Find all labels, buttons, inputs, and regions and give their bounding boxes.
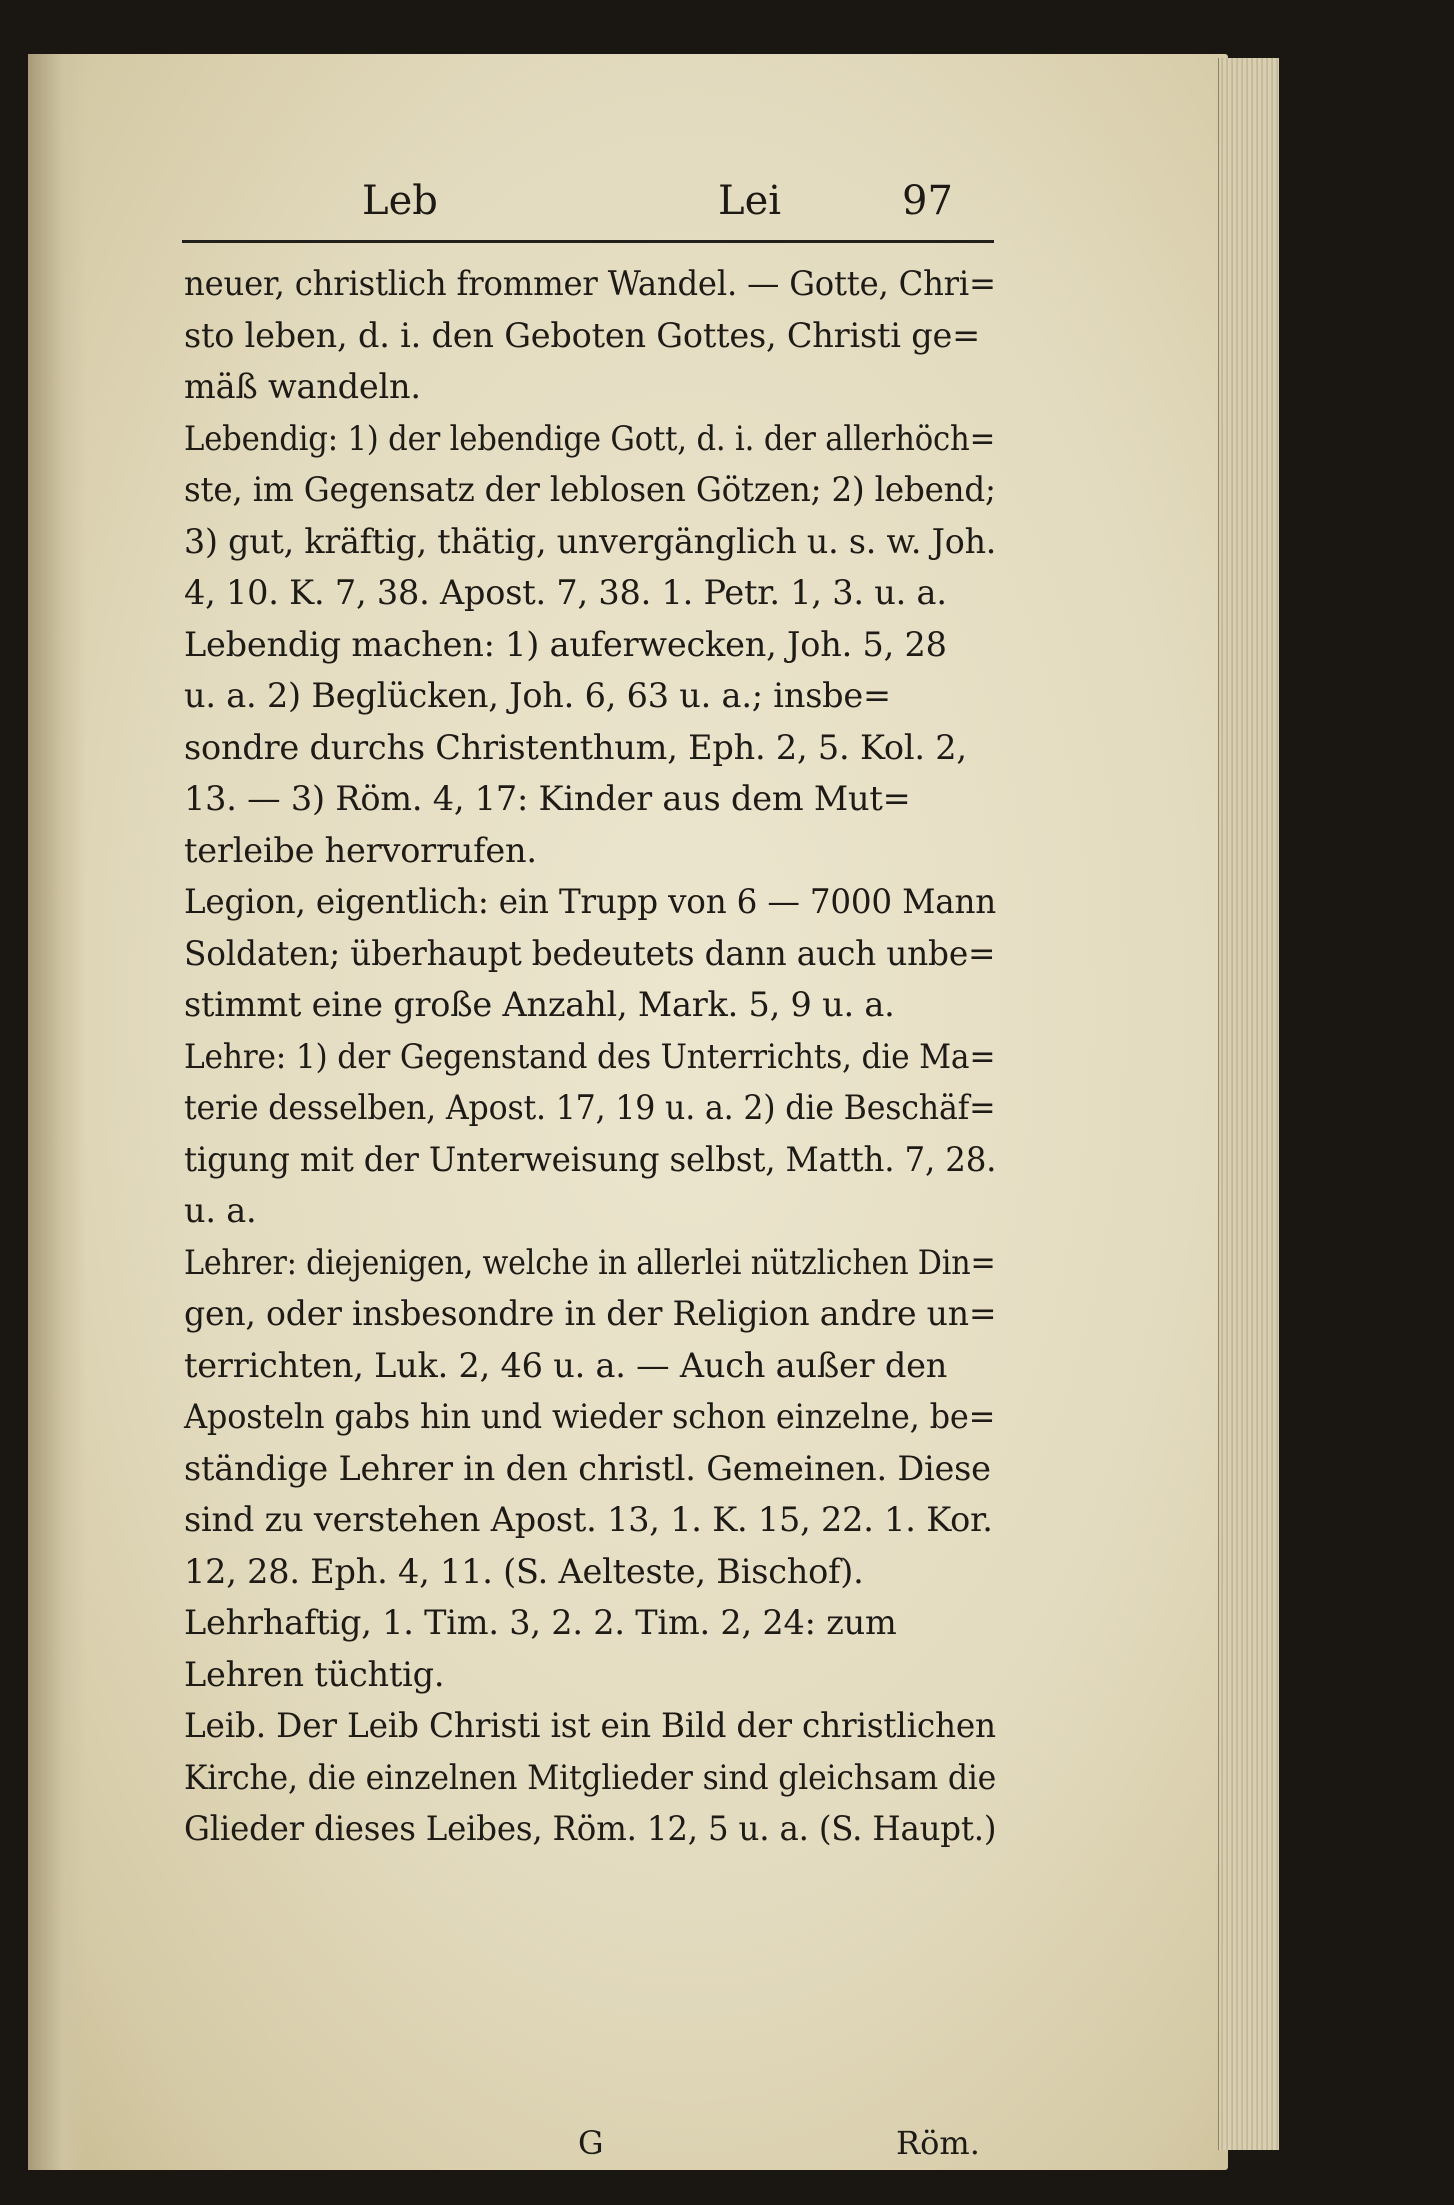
text-line: gen, oder insbesondre in der Religion andre un= xyxy=(184,1294,997,1333)
text-line: sind zu verstehen Apost. 13, 1. K. 15, 22. 1. Kor. xyxy=(184,1500,993,1539)
page-number: 97 xyxy=(902,178,953,224)
text-line: Leib. Der Leib Christi ist ein Bild der christlichen xyxy=(184,1706,996,1745)
text-line: mäß wandeln. xyxy=(184,367,421,406)
text-line: Kirche, die einzelnen Mitglieder sind gleichsam die xyxy=(184,1757,997,1797)
text-line: Lebendig: 1) der lebendige Gott, d. i. der allerhöch= xyxy=(184,418,996,458)
text-line: Glieder dieses Leibes, Röm. 12, 5 u. a. (S. Haupt.) xyxy=(184,1809,997,1848)
text-line: u. a. xyxy=(184,1191,257,1230)
running-header xyxy=(182,178,1002,248)
text-line: Lehrer: diejenigen, welche in allerlei nützlichen Din= xyxy=(184,1242,996,1282)
text-line: ständige Lehrer in den christl. Gemeinen. Diese xyxy=(184,1448,991,1488)
header-left-word: Leb xyxy=(362,178,438,224)
text-line: tigung mit der Unterweisung selbst, Matth. 7, 28. xyxy=(184,1139,997,1179)
text-line: ste, im Gegensatz der leblosen Götzen; 2) lebend; xyxy=(184,470,996,509)
text-line: Lehre: 1) der Gegenstand des Unterrichts, die Ma= xyxy=(184,1036,996,1076)
text-line: Soldaten; überhaupt bedeutets dann auch unbe= xyxy=(184,933,996,973)
text-line: Lehren tüchtig. xyxy=(184,1654,445,1694)
text-line: neuer, christlich frommer Wandel. — Gotte, Chri= xyxy=(184,264,996,303)
header-rule xyxy=(182,240,994,243)
text-line: stimmt eine große Anzahl, Mark. 5, 9 u. a. xyxy=(184,985,895,1024)
text-line: sondre durchs Christenthum, Eph. 2, 5. Kol. 2, xyxy=(184,727,967,767)
text-line: Lebendig machen: 1) auferwecken, Joh. 5, 28 xyxy=(184,624,947,664)
text-line: Aposteln gabs hin und wieder schon einzelne, be= xyxy=(184,1397,996,1436)
text-line: 12, 28. Eph. 4, 11. (S. Aelteste, Bischof). xyxy=(184,1551,864,1591)
text-line: u. a. 2) Beglücken, Joh. 6, 63 u. a.; insbe= xyxy=(184,676,891,715)
header-middle-word: Lei xyxy=(718,178,782,224)
body-text xyxy=(184,258,996,1855)
page-gutter xyxy=(28,54,86,2170)
signature-mark: G xyxy=(578,2124,604,2162)
text-line: Lehrhaftig, 1. Tim. 3, 2. 2. Tim. 2, 24: zum xyxy=(184,1603,897,1642)
text-line: 4, 10. K. 7, 38. Apost. 7, 38. 1. Petr. 1, 3. u. a. xyxy=(184,573,947,612)
text-line: sto leben, d. i. den Geboten Gottes, Christi ge= xyxy=(184,315,980,355)
text-line: Legion, eigentlich: ein Trupp von 6 — 7000 Mann xyxy=(184,882,997,921)
text-line: terleibe hervorrufen. xyxy=(184,830,537,870)
text-line: terie desselben, Apost. 17, 19 u. a. 2) die Beschäf= xyxy=(184,1088,996,1127)
catchword: Röm. xyxy=(896,2124,980,2162)
page-edges xyxy=(1218,58,1279,2150)
text-line: 13. — 3) Röm. 4, 17: Kinder aus dem Mut= xyxy=(184,779,911,818)
text-line: 3) gut, kräftig, thätig, unvergänglich u. s. w. Joh. xyxy=(184,521,997,561)
text-line: terrichten, Luk. 2, 46 u. a. — Auch außer den xyxy=(184,1345,948,1385)
